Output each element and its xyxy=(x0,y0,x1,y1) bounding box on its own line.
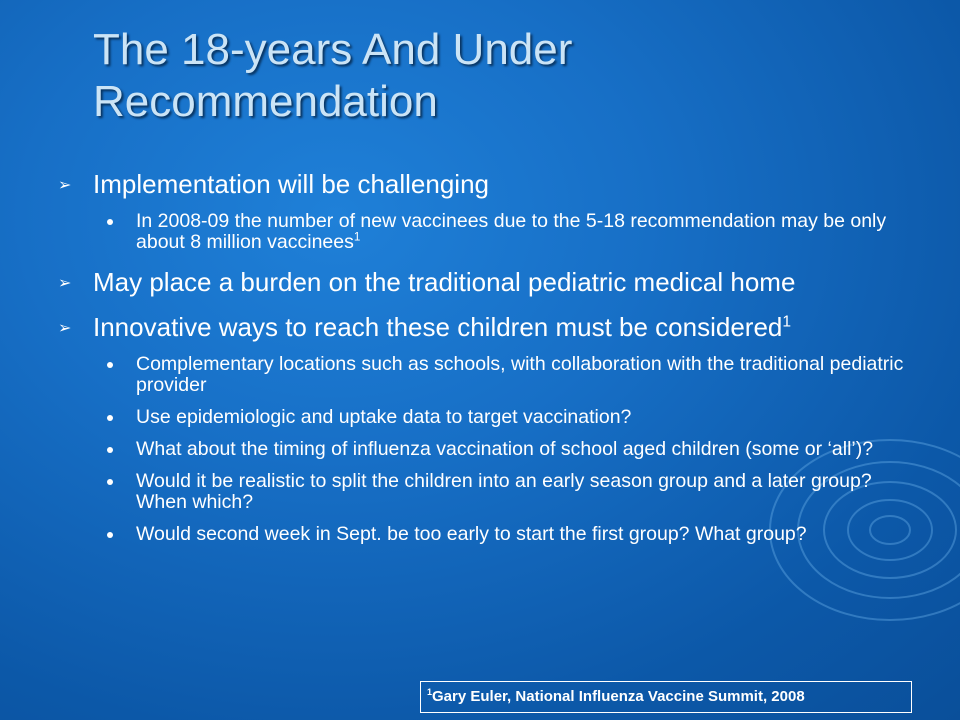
bullet-text: May place a burden on the traditional pediatric medical home xyxy=(93,267,796,297)
arrow-bullet-icon: ➢ xyxy=(58,275,72,292)
bullet-item xyxy=(58,268,918,296)
bullet-text: Innovative ways to reach these children must be considered xyxy=(93,312,783,342)
bullet-item xyxy=(58,313,918,341)
arrow-bullet-icon: ➢ xyxy=(58,177,72,194)
dot-bullet-icon xyxy=(107,219,113,225)
dot-bullet-icon xyxy=(107,532,113,538)
citation-superscript: 1 xyxy=(353,230,361,244)
bullet-text: Implementation will be challenging xyxy=(93,169,490,199)
slide-title xyxy=(93,24,913,128)
footnote-text: Gary Euler, National Influenza Vaccine Summit, 2008 xyxy=(432,688,805,705)
sub-bullet-text: Complementary locations such as schools, with collaboration with the traditional pediatric provider xyxy=(136,353,904,396)
sub-bullet-text: What about the timing of influenza vaccination of school aged children (some or ‘all’)? xyxy=(136,438,874,460)
footnote-box xyxy=(420,681,912,713)
sub-bullet-text: Would it be realistic to split the children into an early season group and a later group? When which? xyxy=(136,470,872,513)
sub-bullet-item xyxy=(58,524,918,545)
sub-bullet-item xyxy=(58,354,918,396)
dot-bullet-icon xyxy=(107,479,113,485)
sub-bullet-text: In 2008-09 the number of new vaccinees due to the 5-18 recommendation may be only about 8 million vaccinees xyxy=(136,210,887,253)
sub-bullet-item xyxy=(58,211,918,253)
sub-bullet-item xyxy=(58,439,918,460)
title-line-2: Recommendation xyxy=(93,77,438,126)
dot-bullet-icon xyxy=(107,415,113,421)
bullet-item xyxy=(58,170,918,198)
footnote-superscript: 1 xyxy=(427,687,433,697)
sub-bullet-item xyxy=(58,407,918,428)
arrow-bullet-icon: ➢ xyxy=(58,320,72,337)
citation-superscript: 1 xyxy=(782,313,792,331)
bullet-list xyxy=(58,170,918,556)
sub-bullet-item xyxy=(58,471,918,513)
sub-bullet-text: Use epidemiologic and uptake data to target vaccination? xyxy=(136,406,632,428)
title-line-1: The 18-years And Under xyxy=(93,25,573,74)
dot-bullet-icon xyxy=(107,447,113,453)
dot-bullet-icon xyxy=(107,362,113,368)
sub-bullet-text: Would second week in Sept. be too early to start the first group? What group? xyxy=(136,523,807,545)
